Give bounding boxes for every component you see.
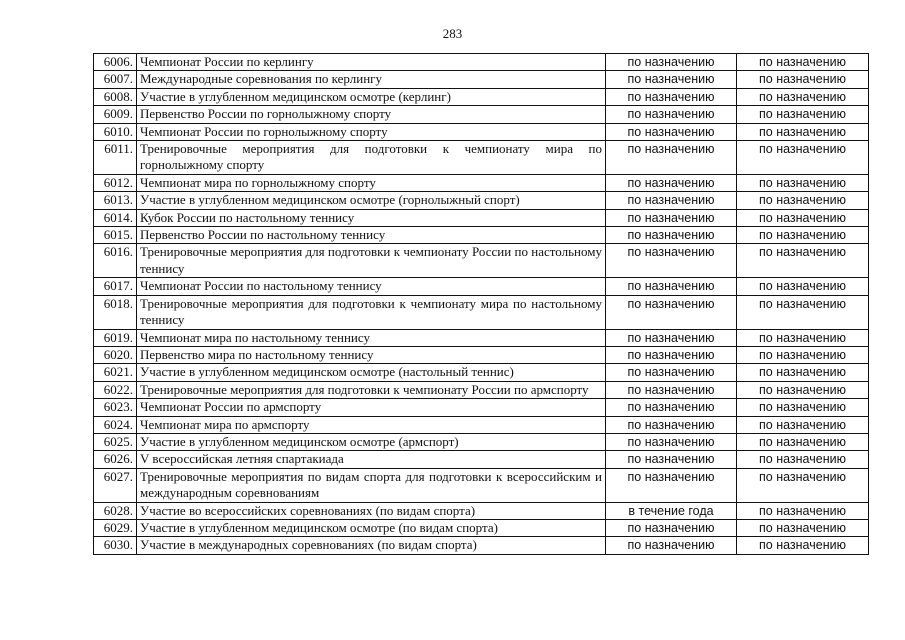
event-name-cell: V всероссийская летняя спартакиада <box>137 451 606 468</box>
responsible-cell: по назначению <box>737 192 869 209</box>
event-name-cell: Международные соревнования по керлингу <box>137 71 606 88</box>
table-row <box>94 209 869 226</box>
deadline-cell: по назначению <box>606 381 737 398</box>
row-number-cell: 6010. <box>94 123 137 140</box>
responsible-cell: по назначению <box>737 519 869 536</box>
event-name-cell: Чемпионат России по керлингу <box>137 54 606 71</box>
row-number-cell: 6016. <box>94 244 137 278</box>
event-name-cell: Чемпионат России по армспорту <box>137 399 606 416</box>
row-number-cell: 6018. <box>94 295 137 329</box>
row-number-cell: 6030. <box>94 537 137 554</box>
table-row <box>94 399 869 416</box>
table-row <box>94 416 869 433</box>
table-row <box>94 519 869 536</box>
row-number-cell: 6015. <box>94 227 137 244</box>
row-number-cell: 6026. <box>94 451 137 468</box>
row-number-cell: 6020. <box>94 346 137 363</box>
deadline-cell: по назначению <box>606 54 737 71</box>
event-name-cell: Чемпионат мира по настольному теннису <box>137 329 606 346</box>
deadline-cell: по назначению <box>606 468 737 502</box>
event-name-cell: Участие во всероссийских соревнованиях (по видам спорта) <box>137 502 606 519</box>
event-name-cell: Кубок России по настольному теннису <box>137 209 606 226</box>
responsible-cell: по назначению <box>737 468 869 502</box>
deadline-cell: по назначению <box>606 346 737 363</box>
row-number-cell: 6009. <box>94 106 137 123</box>
event-name-cell: Участие в углубленном медицинском осмотре (горнолыжный спорт) <box>137 192 606 209</box>
table-row <box>94 174 869 191</box>
event-name-cell: Участие в углубленном медицинском осмотре (по видам спорта) <box>137 519 606 536</box>
responsible-cell: по назначению <box>737 346 869 363</box>
deadline-cell: по назначению <box>606 209 737 226</box>
table-row <box>94 244 869 278</box>
responsible-cell: по назначению <box>737 433 869 450</box>
row-number-cell: 6019. <box>94 329 137 346</box>
event-name-cell: Чемпионат мира по армспорту <box>137 416 606 433</box>
row-number-cell: 6023. <box>94 399 137 416</box>
table-row <box>94 227 869 244</box>
responsible-cell: по назначению <box>737 227 869 244</box>
deadline-cell: по назначению <box>606 433 737 450</box>
table-row <box>94 192 869 209</box>
events-table <box>93 53 869 555</box>
deadline-cell: по назначению <box>606 227 737 244</box>
event-name-cell: Тренировочные мероприятия по видам спорта для подготовки к всероссийским и международным соревнованиям <box>137 468 606 502</box>
row-number-cell: 6027. <box>94 468 137 502</box>
table-row <box>94 106 869 123</box>
deadline-cell: по назначению <box>606 123 737 140</box>
responsible-cell: по назначению <box>737 416 869 433</box>
row-number-cell: 6024. <box>94 416 137 433</box>
responsible-cell: по назначению <box>737 364 869 381</box>
event-name-cell: Чемпионат мира по горнолыжному спорту <box>137 174 606 191</box>
responsible-cell: по назначению <box>737 123 869 140</box>
deadline-cell: по назначению <box>606 244 737 278</box>
responsible-cell: по назначению <box>737 209 869 226</box>
responsible-cell: по назначению <box>737 537 869 554</box>
table-row <box>94 329 869 346</box>
responsible-cell: по назначению <box>737 106 869 123</box>
responsible-cell: по назначению <box>737 295 869 329</box>
responsible-cell: по назначению <box>737 54 869 71</box>
responsible-cell: по назначению <box>737 88 869 105</box>
table-row <box>94 71 869 88</box>
deadline-cell: по назначению <box>606 106 737 123</box>
event-name-cell: Первенство России по настольному теннису <box>137 227 606 244</box>
table-row <box>94 502 869 519</box>
table-row <box>94 364 869 381</box>
row-number-cell: 6011. <box>94 141 137 175</box>
event-name-cell: Чемпионат России по горнолыжному спорту <box>137 123 606 140</box>
deadline-cell: в течение года <box>606 502 737 519</box>
table-row <box>94 88 869 105</box>
table-row <box>94 54 869 71</box>
deadline-cell: по назначению <box>606 174 737 191</box>
row-number-cell: 6013. <box>94 192 137 209</box>
responsible-cell: по назначению <box>737 329 869 346</box>
responsible-cell: по назначению <box>737 141 869 175</box>
deadline-cell: по назначению <box>606 295 737 329</box>
responsible-cell: по назначению <box>737 71 869 88</box>
responsible-cell: по назначению <box>737 244 869 278</box>
deadline-cell: по назначению <box>606 364 737 381</box>
table-row <box>94 123 869 140</box>
table-row <box>94 537 869 554</box>
row-number-cell: 6012. <box>94 174 137 191</box>
row-number-cell: 6008. <box>94 88 137 105</box>
row-number-cell: 6029. <box>94 519 137 536</box>
row-number-cell: 6021. <box>94 364 137 381</box>
responsible-cell: по назначению <box>737 502 869 519</box>
table-row <box>94 433 869 450</box>
row-number-cell: 6022. <box>94 381 137 398</box>
responsible-cell: по назначению <box>737 451 869 468</box>
row-number-cell: 6014. <box>94 209 137 226</box>
row-number-cell: 6006. <box>94 54 137 71</box>
event-name-cell: Участие в углубленном медицинском осмотре (настольный теннис) <box>137 364 606 381</box>
deadline-cell: по назначению <box>606 399 737 416</box>
event-name-cell: Тренировочные мероприятия для подготовки к чемпионату России по армспорту <box>137 381 606 398</box>
table-row <box>94 141 869 175</box>
event-name-cell: Первенство мира по настольному теннису <box>137 346 606 363</box>
event-name-cell: Участие в углубленном медицинском осмотре (армспорт) <box>137 433 606 450</box>
event-name-cell: Чемпионат России по настольному теннису <box>137 278 606 295</box>
event-name-cell: Тренировочные мероприятия для подготовки к чемпионату мира по горнолыжному спорту <box>137 141 606 175</box>
deadline-cell: по назначению <box>606 416 737 433</box>
table-row <box>94 278 869 295</box>
responsible-cell: по назначению <box>737 381 869 398</box>
event-name-cell: Тренировочные мероприятия для подготовки к чемпионату России по настольному теннису <box>137 244 606 278</box>
table-row <box>94 381 869 398</box>
row-number-cell: 6017. <box>94 278 137 295</box>
deadline-cell: по назначению <box>606 71 737 88</box>
deadline-cell: по назначению <box>606 192 737 209</box>
event-name-cell: Тренировочные мероприятия для подготовки к чемпионату мира по настольному теннису <box>137 295 606 329</box>
deadline-cell: по назначению <box>606 537 737 554</box>
row-number-cell: 6028. <box>94 502 137 519</box>
table-row <box>94 451 869 468</box>
event-name-cell: Участие в международных соревнованиях (по видам спорта) <box>137 537 606 554</box>
deadline-cell: по назначению <box>606 278 737 295</box>
page-number: 283 <box>442 26 463 41</box>
row-number-cell: 6025. <box>94 433 137 450</box>
table-row <box>94 468 869 502</box>
row-number-cell: 6007. <box>94 71 137 88</box>
event-name-cell: Участие в углубленном медицинском осмотре (керлинг) <box>137 88 606 105</box>
deadline-cell: по назначению <box>606 141 737 175</box>
event-name-cell: Первенство России по горнолыжному спорту <box>137 106 606 123</box>
events-table-body <box>94 54 869 555</box>
deadline-cell: по назначению <box>606 329 737 346</box>
deadline-cell: по назначению <box>606 519 737 536</box>
responsible-cell: по назначению <box>737 278 869 295</box>
table-row <box>94 295 869 329</box>
table-row <box>94 346 869 363</box>
responsible-cell: по назначению <box>737 174 869 191</box>
deadline-cell: по назначению <box>606 451 737 468</box>
responsible-cell: по назначению <box>737 399 869 416</box>
deadline-cell: по назначению <box>606 88 737 105</box>
